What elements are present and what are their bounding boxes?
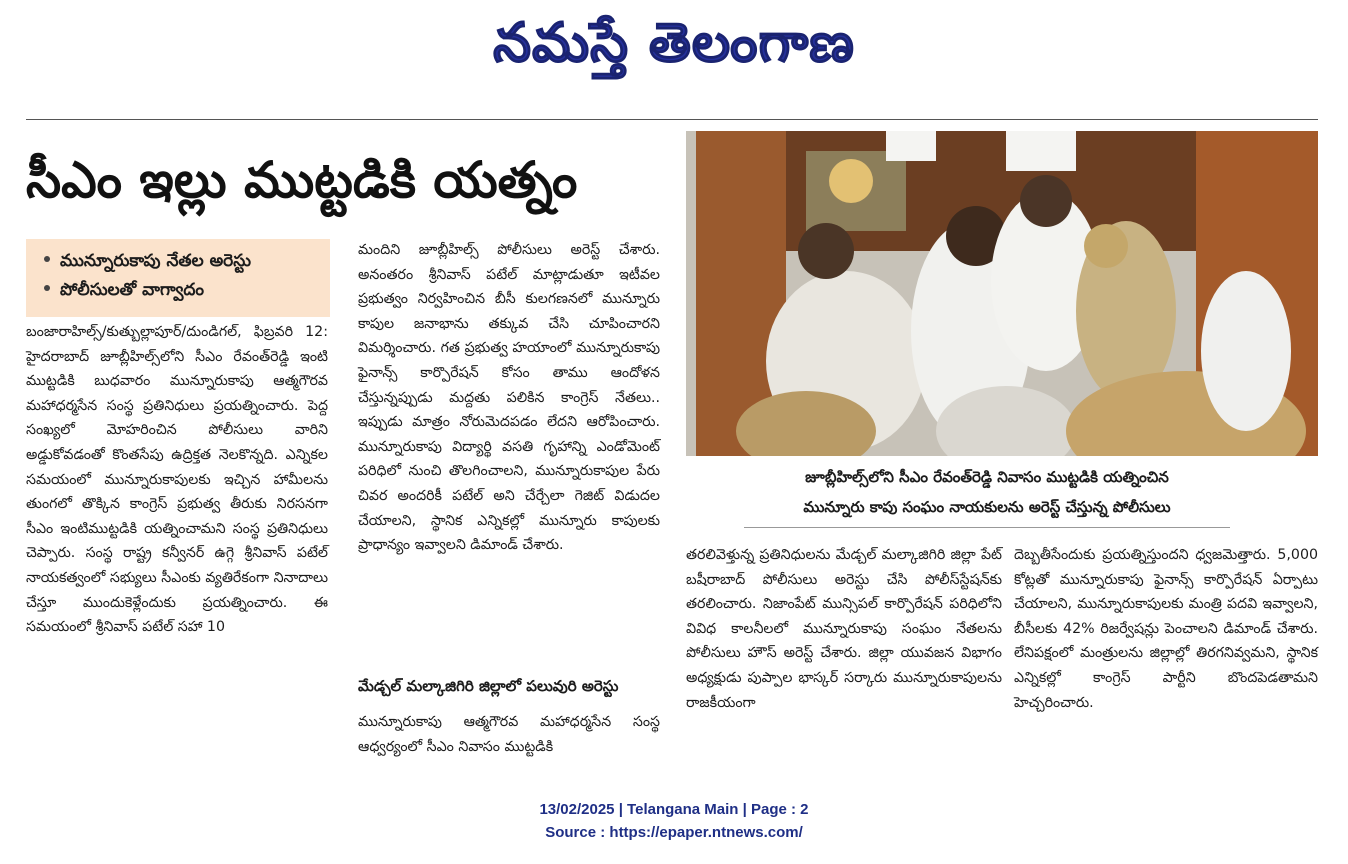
highlight-item: పోలీసులతో వాగ్వాదం (44, 276, 330, 305)
footer-date-page: 13/02/2025 | Telangana Main | Page : 2 (539, 801, 809, 818)
masthead (0, 2, 1348, 82)
footer-source-link[interactable]: Source : https://epaper.ntnews.com/ (545, 824, 803, 841)
article-subhead: మేడ్చల్ మల్కాజిగిరి జిల్లాలో పలువురి అరెస్టు (358, 677, 619, 695)
highlight-item: మున్నూరుకాపు నేతల అరెస్టు (44, 247, 330, 276)
bullet-icon (44, 285, 50, 291)
photo-illustration (686, 131, 1318, 456)
photo-caption (744, 462, 1230, 522)
top-rule (26, 119, 1318, 120)
article-column-1: బంజారాహిల్స్/కుత్బుల్లాపూర్/దుండిగల్, ఫిబ్రవరి 12: హైదరాబాద్ జూబ్లీహిల్స్‌లోని సీఎం రేవంత్‌రెడ్డి ఇంటి ముట్టడికి బుధవారం మున్నూరుకాపు ఆత్మగౌరవ మహాధర్మసేన సంస్థ ప్రతినిధులు ప్రయత్నించారు. పెద్ద సంఖ్యలో మోహరించిన పోలీసులు వారిని అడ్డుకోవడంతో కొంతసేపు ఉద్రిక్తత నెలకొన్నది. ఎన్నికల సమయంలో మున్నూరుకాపులకు ఇచ్చిన హామీలను తుంగలో తొక్కిన కాంగ్రెస్ ప్రభుత్వ తీరుకు నిరసనగా సీఎం ఇంటిముట్టడికి యత్నించామని సంస్థ ప్రతినిధులు చెప్పారు. సంస్థ రాష్ట్ర కన్వీనర్ ఉగ్గె శ్రీనివాస్ పటేల్ నాయకత్వంలో సభ్యులు సీఎంకు వ్యతిరేకంగా నినాదాలు చేస్తూ ముందుకెళ్లేందుకు ప్రయత్నించారు. ఈ సమయంలో శ్రీనివాస్ పటేల్ సహా 10 (26, 324, 328, 636)
article-headline: సీఎం ఇల్లు ముట్టడికి యత్నం (26, 151, 578, 209)
article-column-2: మందిని జూబ్లీహిల్స్ పోలీసులు అరెస్ట్ చేశారు. అనంతరం శ్రీనివాస్ పటేల్ మాట్లాడుతూ ఇటీవల ప్రభుత్వం నిర్వహించిన బీసీ కులగణనలో మున్నూరు కాపుల జనాభాను తక్కువ చేసి చూపించారని విమర్శించారు. గత ప్రభుత్వ హయాంలో మున్నూరుకాపు ఫైనాన్స్ కార్పొరేషన్ కోసం తాము ఆందోళన చేస్తున్నప్పుడు మద్దతు పలికిన కాంగ్రెస్ నేతలు.. ఇప్పుడు మాత్రం నోరుమెదపడం లేదని ఆరోపించారు. మున్నూరుకాపు విద్యార్థి వసతి గృహాన్ని ఎండోమెంట్ పరిధిలో నుంచి తొలగించాలని, మున్నూరుకాపుల పేరు చివర అందరికీ పటేల్ అని చేర్చేలా గెజిట్ విడుదల చేయాలని, స్థానిక ఎన్నికల్లో మున్నూరు కాపులకు ప్రాధాన్యం ఇవ్వాలని డిమాండ్ చేశారు. (358, 242, 660, 554)
page-footer (0, 798, 1348, 844)
caption-divider (744, 527, 1230, 528)
bullet-icon (44, 256, 50, 262)
caption-line-1: జూబ్లీహిల్స్‌లోని సీఎం రేవంత్‌రెడ్డి నివాసం ముట్టడికి యత్నించిన (805, 468, 1169, 486)
caption-line-2: మున్నూరు కాపు సంఘం నాయకులను అరెస్ట్ చేస్తున్న పోలీసులు (803, 498, 1171, 516)
masthead-logo: నమస్తే తెలంగాణ (493, 10, 855, 74)
highlights-box (26, 239, 330, 317)
article-column-3: తరలివెళ్తున్న ప్రతినిధులను మేడ్చల్ మల్కాజిగిరి జిల్లా పేట్ బషీరాబాద్ పోలీసులు అరెస్టు చేసి పోలీస్‌స్టేషన్‌కు తరలించారు. నిజాంపేట్ మున్సిపల్ కార్పొరేషన్ పరిధిలోని వివిధ కాలనీలలో మున్నూరుకాపు సంఘం నేతలను పోలీసులు హౌస్ అరెస్ట్ చేశారు. జిల్లా యువజన విభాగం అధ్యక్షుడు పుప్పాల భాస్కర్ సర్కారు మున్నూరుకాపులను రాజకీయంగా (686, 547, 1002, 711)
article-column-2-continued: మున్నూరుకాపు ఆత్మగౌరవ మహాధర్మసేన సంస్థ ఆధ్వర్యంలో సీఎం నివాసం ముట్టడికి (358, 714, 660, 755)
article-column-4: దెబ్బతీసేందుకు ప్రయత్నిస్తుందని ధ్వజమెత్తారు. 5,000 కోట్లతో మున్నూరుకాపు ఫైనాన్స్ కార్పొరేషన్ ఏర్పాటు చేయాలని, మున్నూరుకాపులకు మంత్రి పదవి ఇవ్వాలని, బీసీలకు 42% రిజర్వేషన్లు పెంచాలని డిమాండ్ చేశారు. లేనిపక్షంలో మంత్రులను జిల్లాల్లో తిరగనివ్వమని, స్థానిక ఎన్నికల్లో కాంగ్రెస్ పార్టీని బొందపెడతామని హెచ్చరించారు. (1014, 547, 1318, 711)
news-photo (686, 131, 1318, 456)
